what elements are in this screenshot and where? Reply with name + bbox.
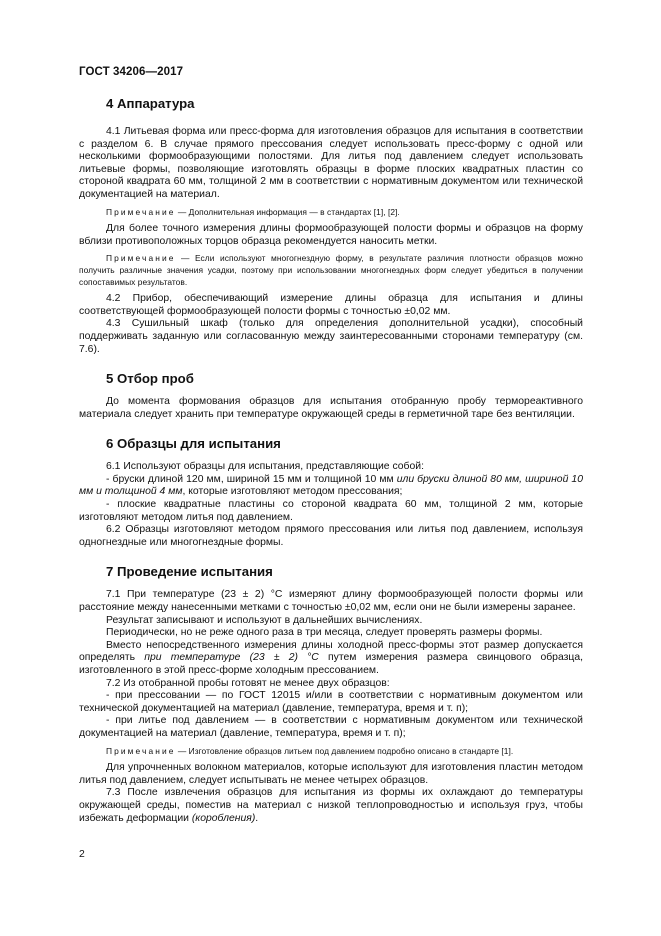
paragraph-4-marks: Для более точного измерения длины формообразующей полости формы и образцов на форму вблизи противоположных торцов образца рекомендуется наносить метки. [79, 223, 583, 247]
page-number: 2 [79, 849, 85, 860]
page-content [79, 96, 583, 825]
paragraph-6-1-plates: - плоские квадратные пластины со стороной квадрата 60 мм, толщиной 2 мм, которые изготовляют методом литья под давлением. [79, 499, 583, 523]
paragraph-7-3 [79, 787, 583, 825]
paragraph-7-1-alternative [79, 640, 583, 678]
section-5-title: 5 Отбор проб [106, 371, 194, 387]
paragraph-6-2: 6.2 Образцы изготовляют методом прямого прессования или литья под давлением, используя одногнездные или многогнездные формы. [79, 524, 583, 548]
standard-header: ГОСТ 34206—2017 [79, 66, 184, 78]
note-7-2 [79, 746, 583, 758]
paragraph-4-2: 4.2 Прибор, обеспечивающий измерение длины образца для испытания и длины соответствующей формообразующей полости формы с точностью ±0,02 мм. [79, 293, 583, 317]
paragraph-7-2-pressing: - при прессовании — по ГОСТ 12015 и/или в соответствии с нормативным документом или технической документацией на материал (давление, температура, время и т. п); [79, 690, 583, 714]
paragraph-6-1: 6.1 Используют образцы для испытания, представляющие собой: [106, 461, 424, 473]
paragraph-4-3: 4.3 Сушильный шкаф (только для определения дополнительной усадки), способный поддерживать заданную или согласованную между заинтересованными сторонами температуру (см. 7.6). [79, 318, 583, 355]
text-run: Вместо непосредственного измерения длины холодной пресс-формы этот размер допускается определять [79, 639, 583, 664]
paragraph-4-1: 4.1 Литьевая форма или пресс-форма для изготовления образцов для испытания в соответствии с разделом 6. В случае прямого прессования следует использовать пресс-форму с одной или несколькими формообразующими полостями. Для литья под давлением следует использовать литьевые формы, позволяющие изготовлять образцы в форме плоских квадратных пластин со стороной квадрата 60 мм, толщиной 2 мм в соответствии с нормативным документом или технической документацией на материал. [79, 126, 583, 200]
note-label: Примечание [106, 253, 176, 264]
note-4-1 [79, 207, 583, 219]
section-4-title: 4 Аппаратура [106, 96, 195, 111]
paragraph-7-2-fiber: Для упрочненных волокном материалов, которые используют для изготовления пластин методом литья под давлением, следует испытывать не менее четырех образцов. [79, 762, 583, 786]
paragraph-7-1: 7.1 При температуре (23 ± 2) °С измеряют длину формообразующей полости формы или расстояние между нанесенными метками с точностью ±0,02 мм, если они не были измерены заранее. [79, 589, 583, 614]
note-text: — Дополнительная информация — в стандартах [1], [2]. [175, 206, 400, 217]
text-run: 7.3 После извлечения образцов для испытания из формы их охлаждают до температуры окружающей среды, поместив на материал с низкой теплопроводностью и используя груз, чтобы избежать деформации [79, 787, 583, 824]
italic-run: или бруски длиной 80 мм, шириной 10 мм и толщиной 4 мм [79, 473, 583, 498]
paragraph-6-1-bars [79, 474, 583, 499]
paragraph-7-1-record: Результат записывают и используют в дальнейших вычислениях. [106, 614, 423, 626]
note-label: Примечание [106, 745, 176, 756]
note-label: Примечание [106, 206, 176, 217]
text-run: - бруски длиной 120 мм, шириной 15 мм и толщиной 10 мм [106, 473, 397, 485]
section-7-title: 7 Проведение испытания [106, 564, 273, 580]
italic-run: (коробления) [191, 812, 256, 824]
paragraph-7-1-periodic: Периодически, но не реже одного раза в три месяца, следует проверять размеры формы. [106, 627, 543, 639]
text-run: . [255, 812, 259, 824]
note-4-2 [79, 253, 583, 288]
paragraph-5-1: До момента формования образцов для испытания отобранную пробу термореактивного материала следует хранить при температуре окружающей среды в герметичной таре без вентиляции. [79, 396, 583, 420]
text-run: , которые изготовляют методом прессования; [182, 486, 403, 498]
italic-run: при температуре (23 ± 2) °С [144, 652, 319, 664]
section-6-title: 6 Образцы для испытания [106, 436, 281, 452]
text-run: путем измерения размера свинцового образца, изготовленного в этой пресс-форме холодным прессованием. [79, 652, 583, 676]
paragraph-7-2: 7.2 Из отобранной пробы готовят не менее двух образцов: [106, 677, 390, 689]
note-text: — Изготовление образцов литьем под давлением подробно описано в стандарте [1]. [175, 745, 514, 756]
paragraph-7-2-injection: - при литье под давлением — в соответствии с нормативным документом или технической документацией на материал (давление, температура, время и т. п); [79, 715, 583, 739]
note-text: — Если используют многогнездную форму, в результате различия плотности образцов можно получить различные значения усадки, поэтому при использовании многогнездных форм следует убедиться в получении сопоставимых результатов. [79, 253, 583, 287]
